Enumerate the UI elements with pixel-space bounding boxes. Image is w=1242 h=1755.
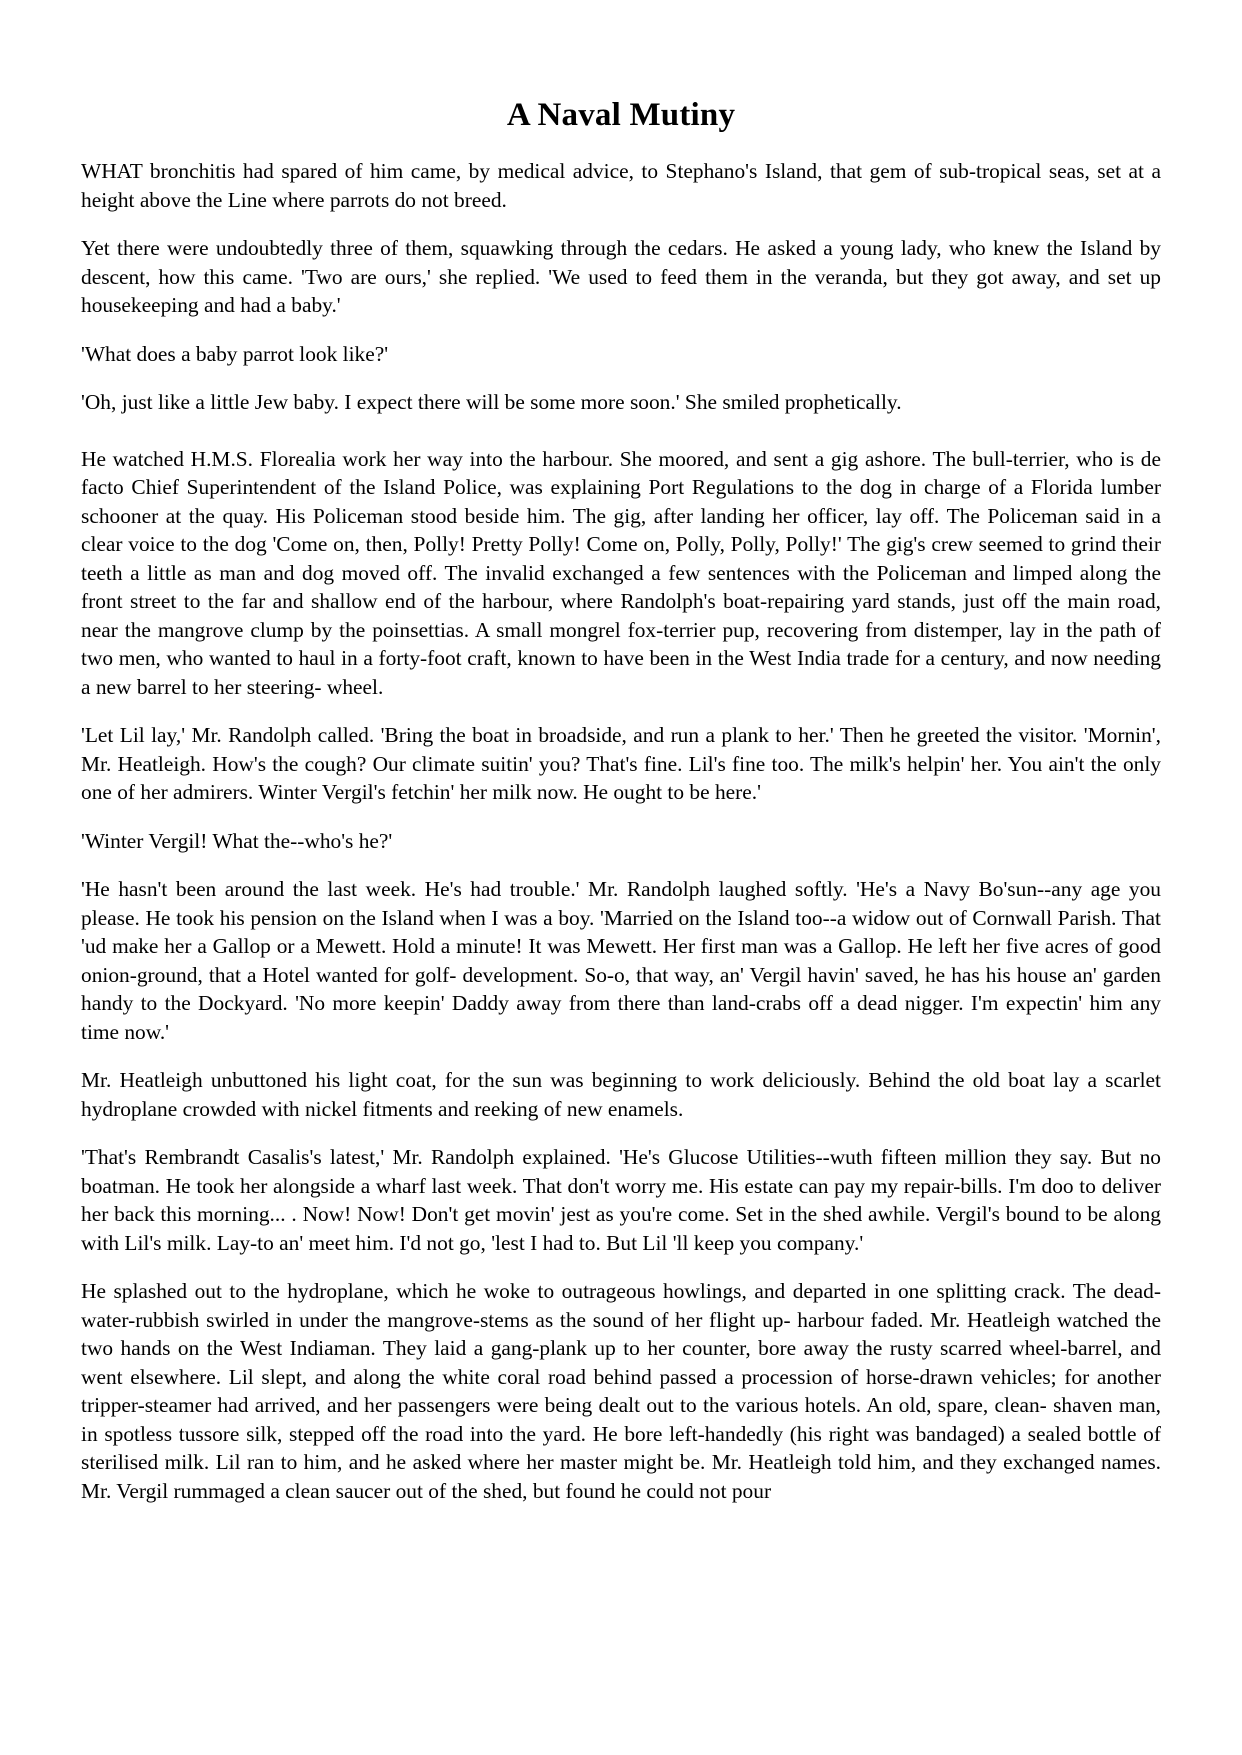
paragraph-9: Mr. Heatleigh unbuttoned his light coat, for the sun was beginning to work deliciously. Behind the old boat lay a scarlet hydroplane crowded with nickel fitments and reeking of new enamels. xyxy=(81,1068,1161,1121)
document-title: A Naval Mutiny xyxy=(506,97,736,133)
paragraph-2: Yet there were undoubtedly three of them, squawking through the cedars. He asked a young lady, who knew the Island by descent, how this came. 'Two are ours,' she replied. 'We used to feed them in the veranda, but they got away, and set up housekeeping and had a baby.' xyxy=(81,236,1161,317)
paragraph-8: 'He hasn't been around the last week. He's had trouble.' Mr. Randolph laughed softly. 'He's a Navy Bo'sun--any age you please. He took his pension on the Island when I was a boy. 'Married on the Island too--a widow out of Cornwall Parish. That 'ud make her a Gallop or a Mewett. Hold a minute! It was Mewett. Her first man was a Gallop. He left her five acres of good onion-ground, that a Hotel wanted for golf- development. So-o, that way, an' Vergil havin' saved, he has his house an' garden handy to the Dockyard. 'No more keepin' Daddy away from there than land-crabs off a dead nigger. I'm expectin' him any time now.' xyxy=(81,877,1161,1044)
paragraph-3: 'What does a baby parrot look like?' xyxy=(81,341,389,366)
paragraph-7: 'Winter Vergil! What the--who's he?' xyxy=(81,828,393,853)
paragraph-4: 'Oh, just like a little Jew baby. I expect there will be some more soon.' She smiled prophetically. xyxy=(81,390,902,414)
paragraph-6: 'Let Lil lay,' Mr. Randolph called. 'Bring the boat in broadside, and run a plank to her.' Then he greeted the visitor. 'Mornin', Mr. Heatleigh. How's the cough? Our climate suitin' you? That's fine. Lil's fine too. The milk's helpin' her. You ain't the only one of her admirers. Winter Vergil's fetchin' her milk now. He ought to be here.' xyxy=(81,723,1161,804)
document-page xyxy=(81,0,1161,1505)
paragraph-1: WHAT bronchitis had spared of him came, by medical advice, to Stephano's Island, that gem of sub-tropical seas, set at a height above the Line where parrots do not breed. xyxy=(81,159,1161,212)
paragraph-11: He splashed out to the hydroplane, which he woke to outrageous howlings, and departed in one splitting crack. The dead-water-rubbish swirled in under the mangrove-stems as the sound of her flight up- harbour faded. Mr. Heatleigh watched the two hands on the West Indiaman. They laid a gang-plank up to her counter, bore away the rusty scarred wheel-barrel, and went elsewhere. Lil slept, and along the white coral road behind passed a procession of horse-drawn vehicles; for another tripper-steamer had arrived, and her passengers were being dealt out to the various hotels. An old, spare, clean- shaven man, in spotless tussore silk, stepped off the road into the yard. He bore left-handedly (his right was bandaged) a sealed bottle of sterilised milk. Lil ran to him, and he asked where her master might be. Mr. Heatleigh told him, and they exchanged names. Mr. Vergil rummaged a clean saucer out of the shed, but found he could not pour xyxy=(81,1279,1161,1503)
paragraph-5: He watched H.M.S. Florealia work her way into the harbour. She moored, and sent a gig ashore. The bull-terrier, who is de facto Chief Superintendent of the Island Police, was explaining Port Regulations to the dog in charge of a Florida lumber schooner at the quay. His Policeman stood beside him. The gig, after landing her officer, lay off. The Policeman said in a clear voice to the dog 'Come on, then, Polly! Pretty Polly! Come on, Polly, Polly, Polly!' The gig's crew seemed to grind their teeth a little as man and dog moved off. The invalid exchanged a few sentences with the Policeman and limped along the front street to the far and shallow end of the harbour, where Randolph's boat-repairing yard stands, just off the main road, near the mangrove clump by the poinsettias. A small mongrel fox-terrier pup, recovering from distemper, lay in the path of two men, who wanted to haul in a forty-foot craft, known to have been in the West India trade for a century, and now needing a new barrel to her steering- wheel. xyxy=(81,446,1161,699)
paragraph-10: 'That's Rembrandt Casalis's latest,' Mr. Randolph explained. 'He's Glucose Utilities--wuth fifteen million they say. But no boatman. He took her alongside a wharf last week. That don't worry me. His estate can pay my repair-bills. I'm doo to deliver her back this morning... . Now! Now! Don't get movin' jest as you're come. Set in the shed awhile. Vergil's bound to be along with Lil's milk. Lay-to an' meet him. I'd not go, 'lest I had to. But Lil 'll keep you company.' xyxy=(81,1145,1161,1255)
